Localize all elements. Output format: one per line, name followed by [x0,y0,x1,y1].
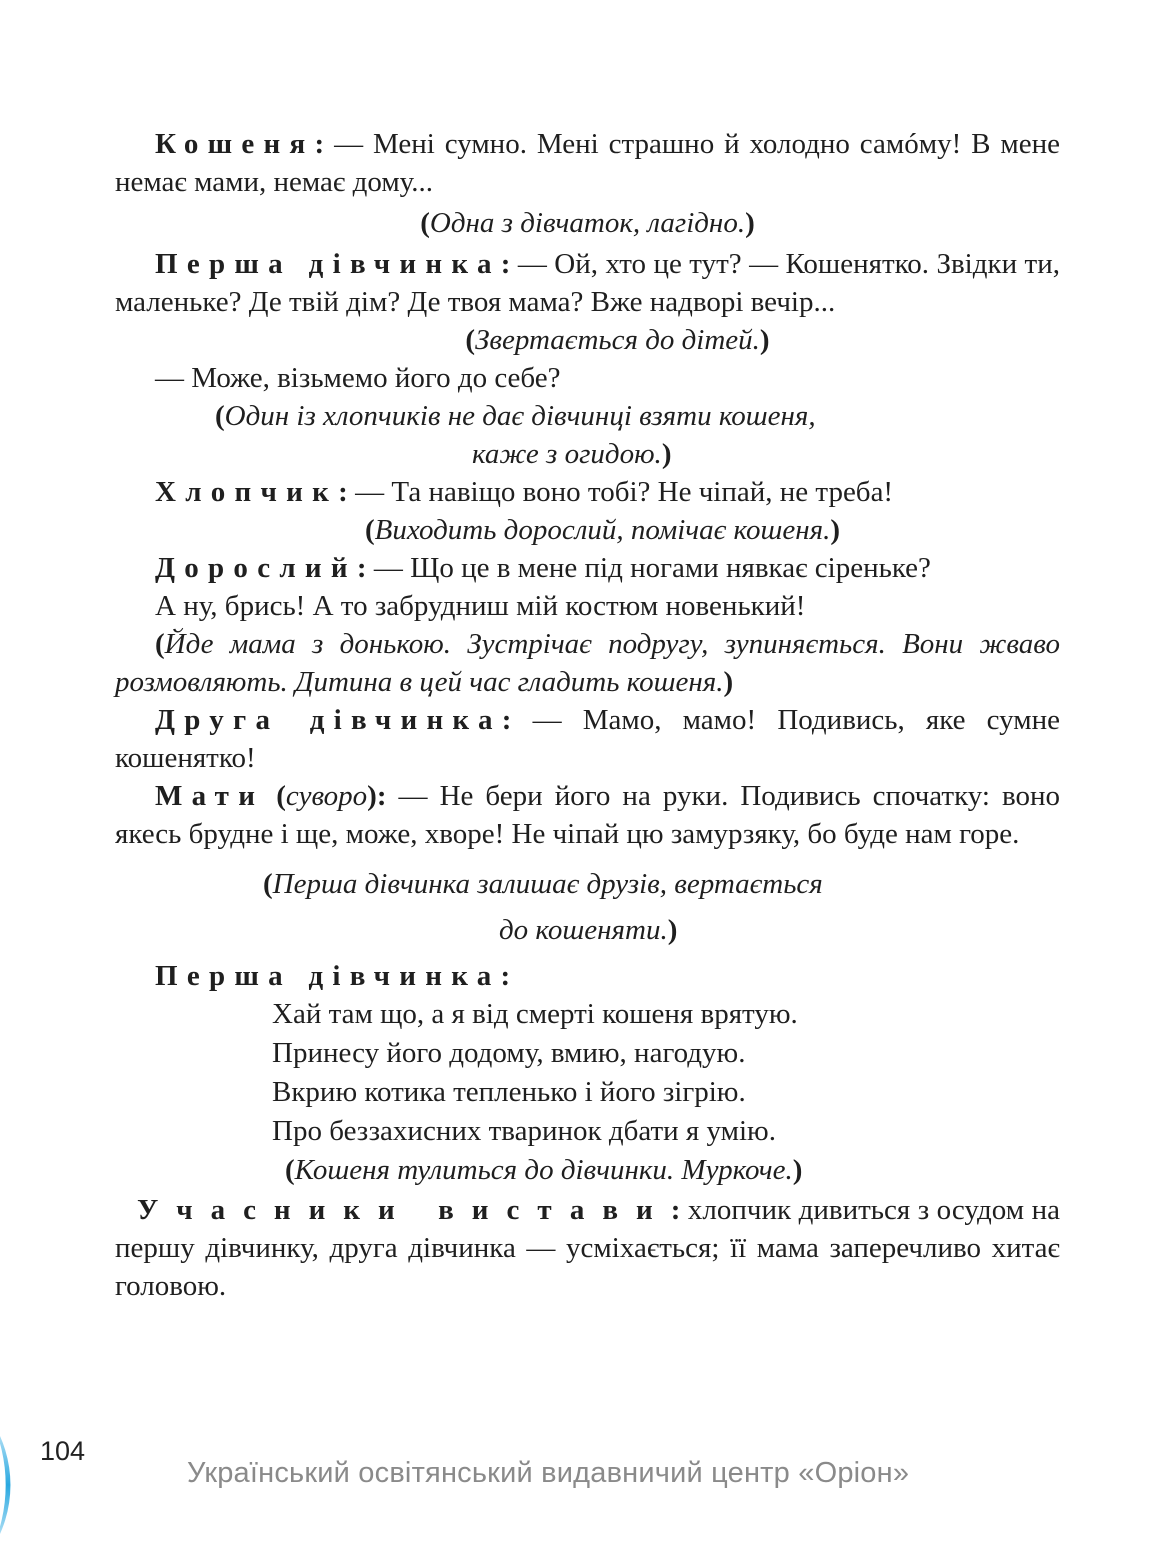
speaker-second-girl: Друга дівчинка [155,704,502,736]
speaker-kitten: Кошеня [155,128,315,160]
line-mother: Мати (суворо): — Не бери його на руки. Подивись спочатку: воно якесь брудне і ще, може, хворе! Не чіпай цю замурзяку, бо буде нам горе. [115,780,1060,850]
speaker-adult: Дорослий [155,552,357,584]
line-first-girl-cont: — Може, візьмемо його до себе? [155,362,561,394]
stage-direction: (Перша дівчинка залишає друзів, вертається [263,868,823,900]
stage-direction-cont: каже з огидою.) [472,438,672,470]
verse-line: Принесу його додому, вмию, нагодую. [272,1037,746,1069]
publisher-footer: Український освітянський видавничий центр «Оріон» [187,1457,910,1489]
line-participants: Учасники вистави: хлопчик дивиться з осудом на першу дівчинку, друга дівчинка — усміхається; її мама заперечливо хитає головою. [115,1194,1060,1302]
verse-line: Вкрию котика тепленько і його зігрію. [272,1076,746,1108]
line-first-girl: Перша дівчинка: — Ой, хто це тут? — Кошенятко. Звідки ти, маленьке? Де твій дім? Де твоя мама? Вже надворі вечір... [115,248,1060,318]
page-number: 104 [40,1436,86,1466]
stage-direction: (Звертається до дітей.) [465,324,770,356]
speaker-first-girl: Перша дівчинка [155,248,501,280]
speaker-mother: Мати [155,780,265,812]
stage-direction: (Одна з дівчаток, лагідно.) [420,207,755,239]
stage-direction-cont: до кошеняти.) [499,914,678,946]
page-corner-arc-icon [0,1410,110,1560]
verse [115,995,1060,1151]
line-second-girl: Друга дівчинка: — Мамо, мамо! Подивись, яке сумне кошенятко! [115,704,1060,774]
line-adult: Дорослий: — Що це в мене під ногами нявкає сіреньке? [155,552,931,584]
speaker-participants: Учасники вистави [137,1194,671,1226]
speaker-first-girl: Перша дівчинка [155,960,501,992]
stage-direction: (Кошеня тулиться до дівчинки. Муркоче.) [285,1154,803,1186]
verse-line: Про беззахисних тваринок дбати я умію. [272,1115,776,1147]
line-adult-cont: А ну, брись! А то забрудниш мій костюм новенький! [155,590,806,622]
stage-direction: (Йде мама з донькою. Зустрічає подругу, зупиняється. Вони жваво розмовляють. Дитина в цей час гладить кошеня.) [115,628,1060,698]
stage-direction: (Виходить дорослий, помічає кошеня.) [364,514,841,546]
line-first-girl-verse-intro: Перша дівчинка: [155,960,511,992]
line-boy: Хлопчик: — Та навіщо воно тобі? Не чіпай, не треба! [155,476,894,508]
line-kitten: Кошеня: — Мені сумно. Мені страшно й холодно самóму! В мене немає мами, немає дому... [115,128,1060,198]
stage-direction: (Один із хлопчиків не дає дівчинці взяти кошеня, [215,400,816,432]
page-body [115,125,1060,1305]
verse-line: Хай там що, а я від смерті кошеня врятую. [272,998,798,1030]
speaker-boy: Хлопчик [155,476,339,508]
